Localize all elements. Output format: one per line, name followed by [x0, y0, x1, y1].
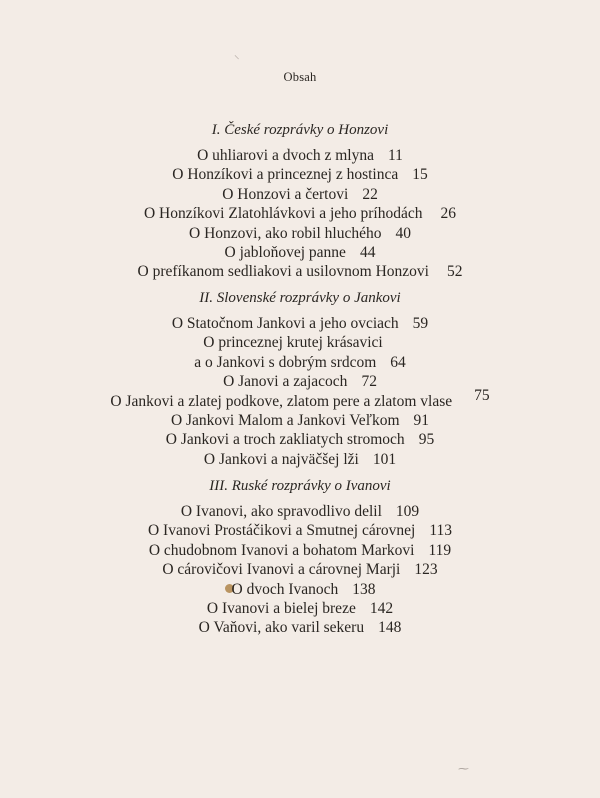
entry-page: 64: [390, 353, 406, 371]
entry-title: O Ivanovi a bielej breze: [206, 599, 356, 617]
toc-entry: [0, 185, 600, 204]
entry-page: 95: [418, 431, 435, 449]
entry-title: O dvoch Ivanoch: [231, 580, 339, 598]
entry-page: 113: [429, 522, 452, 540]
pencil-mark: ⸌: [234, 54, 240, 66]
entry-title: O princeznej krutej krásavici: [203, 334, 383, 352]
toc-entry: [0, 599, 600, 618]
entry-title: O Jankovi a troch zakliatych stromoch: [165, 431, 405, 449]
toc-section: [0, 286, 600, 469]
entry-page: 44: [359, 243, 376, 261]
toc-entry: [0, 560, 600, 579]
entry-title: O Honzíkovi Zlatohlávkovi a jeho príhodách: [143, 205, 423, 223]
toc-entry: [0, 372, 600, 391]
entry-title: O Ivanovi Prostáčikovi a Smutnej cárovnej: [147, 522, 416, 540]
entry-page: 40: [395, 224, 411, 242]
entry-page: 109: [395, 503, 420, 520]
entry-page: 91: [413, 411, 430, 429]
toc-entry: [0, 430, 600, 449]
toc-entry: [0, 333, 600, 352]
entry-title: O jabloňovej panne: [224, 243, 346, 261]
entry-title: O cárovičovi Ivanovi a cárovnej Marji: [162, 561, 401, 579]
toc-entry: [0, 521, 600, 540]
entry-page: 101: [372, 450, 397, 468]
entry-title: a o Jankovi s dobrým srdcom: [194, 353, 377, 371]
toc-entry: [0, 386, 600, 411]
entry-page: 15: [412, 166, 428, 184]
toc-entry: [0, 204, 600, 223]
toc-entry: [0, 262, 600, 281]
toc-entry: [0, 502, 600, 521]
entry-page: 142: [369, 599, 394, 617]
entry-page: 59: [412, 315, 429, 332]
entry-title: O Statočnom Jankovi a jeho ovciach: [171, 315, 399, 332]
entry-title: O Jankovi a zlatej podkove, zlatom pere a zlatom vlase: [110, 392, 453, 410]
entry-title: O chudobnom Ivanovi a bohatom Markovi: [148, 541, 415, 559]
toc-entry: [0, 243, 600, 262]
toc-entry: [0, 353, 600, 372]
entry-title: O Jankovi Malom a Jankovi Veľkom: [170, 411, 400, 429]
entry-page: 11: [387, 147, 403, 164]
section-title: II. Slovenské rozprávky o Jankovi: [199, 290, 401, 306]
toc-entry: [0, 411, 600, 430]
toc-entry: [0, 314, 600, 333]
entry-title: O prefíkanom sedliakovi a usilovnom Honzovi: [137, 263, 429, 281]
section-title: I. České rozprávky o Honzovi: [211, 122, 389, 138]
entry-title: O Ivanovi, ako spravodlivo delil: [180, 503, 382, 520]
entry-page: 22: [362, 185, 378, 203]
entry-title: O Honzovi, ako robil hluchého: [189, 224, 382, 242]
entry-page: 52: [446, 263, 463, 281]
section-title: III. Ruské rozprávky o Ivanovi: [209, 478, 391, 494]
entry-title: O Jankovi a najväčšej lži: [203, 450, 359, 468]
entry-page: 148: [378, 619, 402, 637]
toc-entry: [0, 165, 600, 184]
toc-entry: [0, 450, 600, 469]
entry-title: O Janovi a zajacoch: [223, 373, 348, 391]
pencil-mark: ⁓: [458, 763, 469, 775]
entry-page: 26: [440, 205, 456, 223]
toc-entry: [0, 541, 600, 560]
entry-title: O uhliarovi a dvoch z mlyna: [197, 147, 374, 164]
toc-section: [0, 474, 600, 638]
entry-page: 72: [361, 373, 377, 391]
entry-title: O Vaňovi, ako varil sekeru: [198, 619, 365, 637]
toc-section: [0, 118, 600, 282]
entry-page: 138: [352, 580, 376, 598]
entry-title: O Honzovi a čertovi: [222, 185, 349, 203]
toc-entry: [0, 146, 600, 165]
entry-page: 75: [474, 386, 490, 404]
entry-page: 119: [428, 541, 452, 559]
page-heading: Obsah: [283, 70, 317, 84]
toc-entry: [0, 580, 600, 599]
toc-entry: [0, 618, 600, 637]
entry-page: 123: [414, 561, 438, 579]
toc-entry: [0, 224, 600, 243]
entry-title: O Honzíkovi a princeznej z hostinca: [172, 166, 399, 184]
